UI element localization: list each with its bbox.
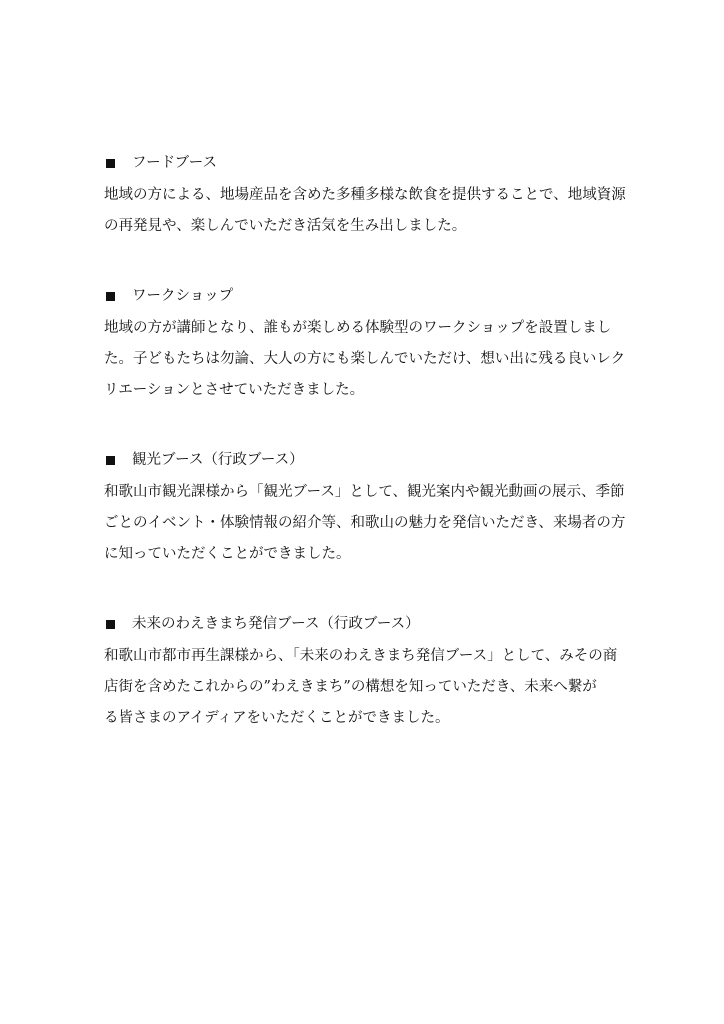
paragraph-line: 地域の方による、地場産品を含めた多種多様な飲食を提供することで、地域資源 (104, 187, 626, 203)
document-page (104, 148, 624, 773)
section-heading (104, 281, 624, 311)
paragraph-line: ごとのイベント・体験情報の紹介等、和歌山の魅力を発信いただき、来場者の方 (104, 515, 626, 531)
section-heading (104, 148, 624, 178)
section-workshop (104, 281, 624, 406)
section-food-booth (104, 148, 624, 242)
section-heading-text: フードブース (132, 155, 217, 171)
black-square-bullet-icon (106, 159, 115, 168)
black-square-bullet-icon (106, 292, 115, 301)
paragraph-line: 和歌山市観光課様から「観光ブース」として、観光案内や観光動画の展示、季節 (104, 484, 625, 500)
paragraph-line: 和歌山市都市再生課様から、「未来のわえきまち発信ブース」として、みその商 (104, 648, 618, 664)
section-heading (104, 609, 624, 639)
paragraph-line: 地域の方が講師となり、誰もが楽しめる体験型のワークショップを設置しまし (104, 320, 612, 336)
paragraph-line: 店街を含めたこれからの”わえきまち”の構想を知っていただき、未来へ繋が (104, 679, 597, 695)
paragraph-line: た。子どもたちは勿論、大人の方にも楽しんでいただけ、想い出に残る良いレク (104, 351, 626, 367)
black-square-bullet-icon (106, 620, 115, 629)
paragraph-line: に知っていただくことができました。 (104, 546, 351, 562)
section-heading-text: 未来のわえきまち発信ブース（行政ブース） (132, 616, 420, 632)
section-tourism-booth (104, 445, 624, 570)
section-future-waekimachi-booth (104, 609, 624, 734)
section-heading (104, 445, 624, 475)
section-heading-text: ワークショップ (132, 288, 234, 304)
paragraph-line: る皆さまのアイディアをいただくことができました。 (104, 710, 450, 726)
black-square-bullet-icon (106, 456, 115, 465)
paragraph-line: の再発見や、楽しんでいただき活気を生み出しました。 (104, 218, 467, 234)
section-heading-text: 観光ブース（行政ブース） (132, 452, 304, 468)
paragraph-line: リエーションとさせていただきました。 (104, 382, 365, 398)
